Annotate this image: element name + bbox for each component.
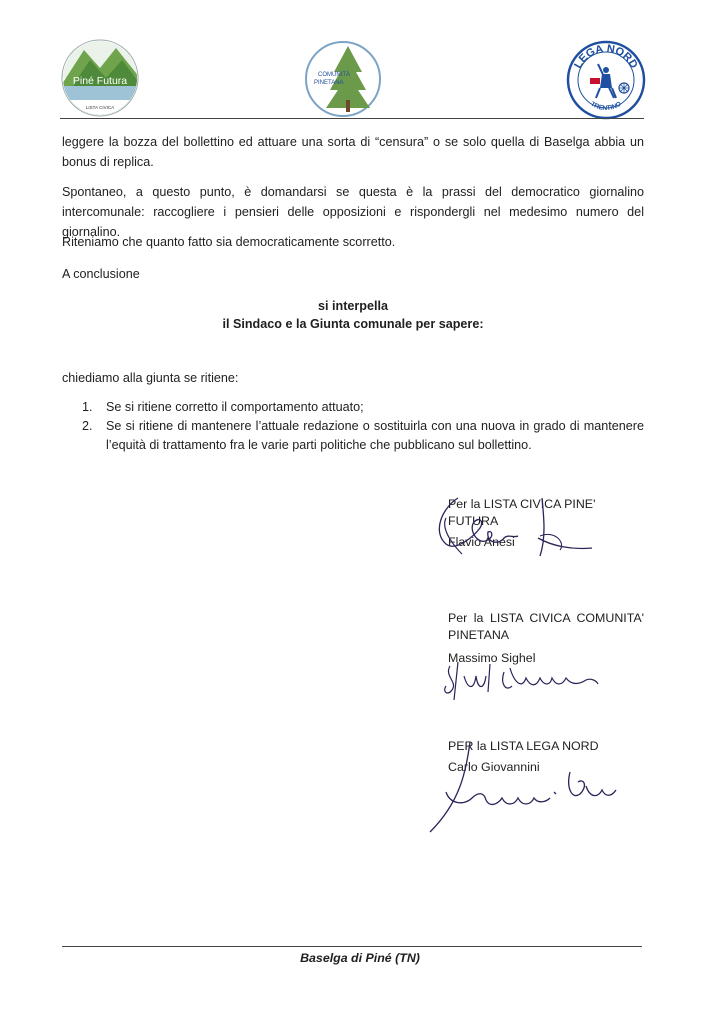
pine-futura-logo	[60, 38, 140, 118]
request-item-2	[62, 417, 644, 455]
paragraph-1: leggere la bozza del bollettino ed attuare una sorta di “censura” o se solo quella di Baselga abbia un bonus di replica.	[62, 135, 644, 169]
pine-futura-name: Piné Futura	[72, 75, 128, 87]
sun-emblem-icon	[619, 83, 629, 93]
paragraph-3: Riteniamo che quanto fatto sia democraticamente scorretto.	[62, 235, 396, 249]
interpella-line-1: si interpella	[318, 299, 388, 313]
request-number: 2.	[82, 419, 93, 433]
lega-nord-bottom: TRENTINO	[589, 100, 623, 113]
comunita-line1: COMUNITÀ	[318, 72, 350, 78]
request-text: Se si ritiene di mantenere l’attuale redazione o sostituirla con una nuova in grado di mantenere l’equità di trattamento fra le varie parti politiche che pubblicano sul bollettino.	[106, 419, 644, 452]
paragraph-2: Spontaneo, a questo punto, è domandarsi se questa è la prassi del democratico giornalino intercomunale: raccogliere i pensieri delle opposizioni e rispondergli nel medesimo numero del giornalino.	[62, 185, 644, 239]
signatory-name: Carlo Giovannini	[448, 760, 540, 774]
header-rule	[60, 118, 644, 119]
signature-list-name: PER la LISTA LEGA NORD	[448, 739, 599, 753]
signature-list-name-line1: Per la LISTA CIVICA COMUNITA'	[448, 611, 644, 625]
paragraph-4: A conclusione	[62, 267, 140, 281]
request-list	[62, 398, 644, 455]
signatory-name: Massimo Sighel	[448, 651, 536, 665]
request-item-1	[62, 398, 644, 417]
request-text: Se si ritiene corretto il comportamento attuato;	[106, 400, 364, 414]
interpella-line-2: il Sindaco e la Giunta comunale per sapere:	[222, 317, 484, 331]
handwritten-signature-sighel	[440, 656, 610, 706]
signature-list-name: Per la LISTA CIVICA PINE' FUTURA	[448, 497, 596, 528]
question-intro: chiediamo alla giunta se ritiene:	[62, 371, 239, 385]
footer-place: Baselga di Piné (TN)	[300, 951, 420, 965]
signature-list-name-line2: PINETANA	[448, 628, 510, 642]
request-number: 1.	[82, 400, 93, 414]
handwritten-signature-giovannini	[420, 732, 630, 842]
lega-nord-logo	[566, 40, 646, 120]
handwritten-signature-anesi	[422, 488, 622, 578]
footer-rule	[62, 946, 642, 947]
signatory-name: Flavio Anesi	[448, 535, 515, 549]
pine-futura-subtitle: LISTA CIVICA	[85, 105, 115, 110]
comunita-pinetana-logo	[304, 40, 382, 118]
lega-nord-top: LEGA NORD	[572, 42, 640, 71]
comunita-line2: PINETANA	[314, 80, 344, 86]
